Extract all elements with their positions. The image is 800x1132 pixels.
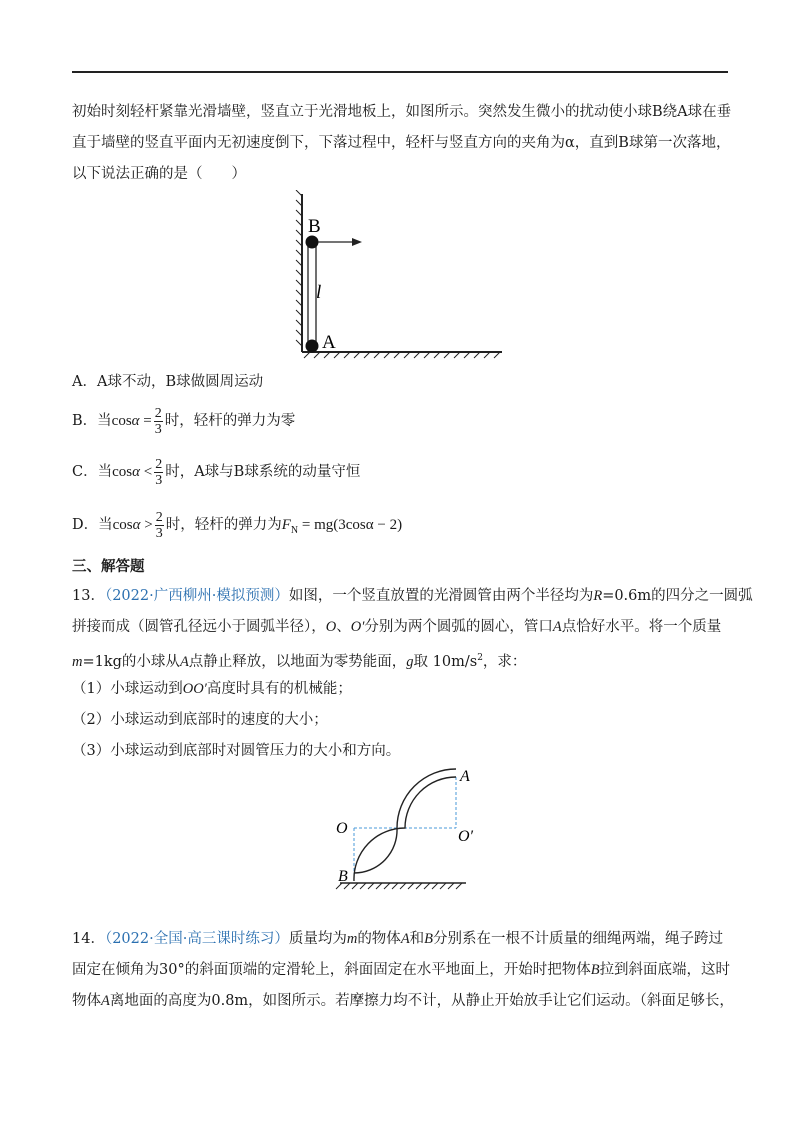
- equals-sign: =: [143, 413, 152, 429]
- fraction-numerator: 2: [155, 456, 163, 472]
- label-a: A: [322, 332, 336, 353]
- var-g: g: [406, 653, 414, 670]
- q13-line3: [72, 643, 732, 677]
- q12-option-d: [72, 507, 732, 549]
- q13-line1: [72, 581, 753, 611]
- q13-text: ，求：: [482, 653, 527, 670]
- q14-text: 分别系在一根不计质量的细绳两端，绳子跨过: [433, 931, 724, 947]
- fraction-denominator: 3: [155, 525, 163, 541]
- option-d-middle: 时，轻杆的弹力为: [165, 517, 282, 533]
- fraction-numerator: 2: [155, 509, 163, 525]
- cos-text: cos: [111, 413, 132, 429]
- q12-option-a: A．A球不动，B球做圆周运动: [72, 374, 264, 390]
- alpha-symbol: α: [132, 517, 141, 533]
- force-subscript: N: [290, 525, 299, 536]
- fraction-2-3: [155, 510, 164, 541]
- q13-sub1: [72, 674, 732, 704]
- option-c-prefix: C．当: [72, 464, 113, 480]
- q13-text: 取 10m/s: [413, 653, 478, 670]
- q13-text: =1kg的小球从: [82, 653, 180, 670]
- alpha-symbol: α: [132, 464, 140, 480]
- fraction-numerator: 2: [154, 405, 162, 421]
- var-a: A: [552, 619, 562, 635]
- fraction-2-3: [154, 406, 163, 437]
- var-r: R: [593, 588, 603, 604]
- var-m: m: [72, 653, 83, 670]
- q14-text: 物体: [72, 993, 101, 1009]
- q14-number: 14．: [72, 931, 105, 947]
- fraction-denominator: 3: [154, 421, 162, 437]
- greater-than-sign: >: [144, 517, 153, 533]
- var-a: A: [400, 931, 410, 947]
- label-o-prime: O′: [458, 828, 474, 845]
- q13-text: 高度时具有的机械能；: [206, 681, 352, 697]
- q13-text: 点静止释放，以地面为零势能面，: [188, 653, 407, 670]
- header-rule: [72, 71, 728, 73]
- q14-line2: [72, 955, 732, 985]
- var-o: O: [325, 619, 337, 635]
- q12-option-b: [72, 403, 732, 439]
- label-l: l: [316, 282, 322, 303]
- q13-number: 13．: [72, 588, 105, 604]
- label-o: O: [336, 820, 348, 837]
- label-b: B: [338, 868, 348, 885]
- label-b: B: [308, 216, 321, 237]
- ground-hatching: [336, 883, 462, 889]
- q13-text: 分别为两个圆弧的圆心，管口: [364, 619, 553, 635]
- q14-line1: [72, 924, 732, 954]
- var-b: B: [424, 931, 434, 947]
- q13-sub2: （2）小球运动到底部时的速度的大小；: [72, 712, 328, 728]
- var-m: m: [346, 931, 358, 947]
- q14-text: 的物体: [357, 931, 401, 947]
- cos-text: cos: [112, 464, 133, 480]
- q13-figure: [330, 765, 480, 895]
- var-a: A: [179, 653, 189, 670]
- fraction-denominator: 3: [155, 472, 163, 488]
- force-formula: = mg(3cosα − 2): [298, 517, 403, 533]
- q13-text: =0.6m的四分之一圆弧: [602, 588, 753, 604]
- q14-text: 离地面的高度为0.8m，如图所示。若摩擦力均不计，从静止开始放手让它们运动。（斜面足够长，: [109, 993, 734, 1009]
- q13-text: （1）小球运动到: [72, 681, 183, 697]
- var-oo-prime: OO′: [182, 681, 207, 697]
- q13-text: 如图，一个竖直放置的光滑圆管由两个半径均为: [288, 588, 594, 604]
- option-c-suffix: 时，A球与B球系统的动量守恒: [165, 464, 361, 480]
- q12-line2: 直于墙壁的竖直平面内无初速度倒下，下落过程中，轻杆与竖直方向的夹角为α，直到B球第一次落地，: [72, 135, 731, 151]
- cos-text: cos: [112, 517, 133, 533]
- arrow-head-icon: [352, 238, 362, 246]
- ball-b: [306, 236, 319, 249]
- q14-text: 固定在倾角为30°的斜面顶端的定滑轮上，斜面固定在水平地面上，开始时把物体: [72, 962, 591, 978]
- q13-line2: [72, 612, 732, 642]
- light-rod: [308, 242, 316, 346]
- q14-text: 质量均为: [288, 931, 347, 947]
- separator: 、: [336, 619, 351, 635]
- q13-source-tag[interactable]: （2022·广西柳州·模拟预测）: [104, 588, 289, 604]
- q13-text: 拼接而成（圆管孔径远小于圆弧半径），: [72, 619, 326, 635]
- q12-line1: 初始时刻轻杆紧靠光滑墙壁，竖直立于光滑地板上，如图所示。突然发生微小的扰动使小球B绕A球在垂: [72, 104, 732, 120]
- q12-line3: 以下说法正确的是（ ）: [72, 166, 246, 182]
- var-b: B: [590, 962, 600, 978]
- q14-line3: [72, 986, 732, 1016]
- var-a: A: [101, 993, 110, 1009]
- option-b-prefix: B．当: [72, 413, 112, 429]
- fraction-2-3: [154, 457, 163, 488]
- section-heading: 三、解答题: [72, 558, 145, 575]
- label-a: A: [460, 768, 470, 785]
- q13-text: 点恰好水平。将一个质量: [561, 619, 722, 635]
- option-d-prefix: D．当: [72, 517, 113, 533]
- force-symbol: F: [281, 517, 291, 533]
- ball-a: [306, 340, 319, 353]
- alpha-symbol: α: [131, 413, 140, 429]
- q12-figure: [290, 190, 505, 360]
- superscript-2: 2: [477, 653, 483, 663]
- option-b-suffix: 时，轻杆的弹力为零: [164, 413, 296, 429]
- less-than-sign: <: [143, 464, 153, 480]
- var-o-prime: O′: [350, 619, 365, 635]
- q14-text: 拉到斜面底端，这时: [599, 962, 731, 978]
- q13-sub3: （3）小球运动到底部时对圆管压力的大小和方向。: [72, 743, 401, 759]
- q14-text: 和: [409, 931, 425, 947]
- pipe-outer: [354, 777, 456, 881]
- q14-source-tag[interactable]: （2022·全国·高三课时练习）: [104, 931, 289, 947]
- q12-option-c: [72, 454, 732, 490]
